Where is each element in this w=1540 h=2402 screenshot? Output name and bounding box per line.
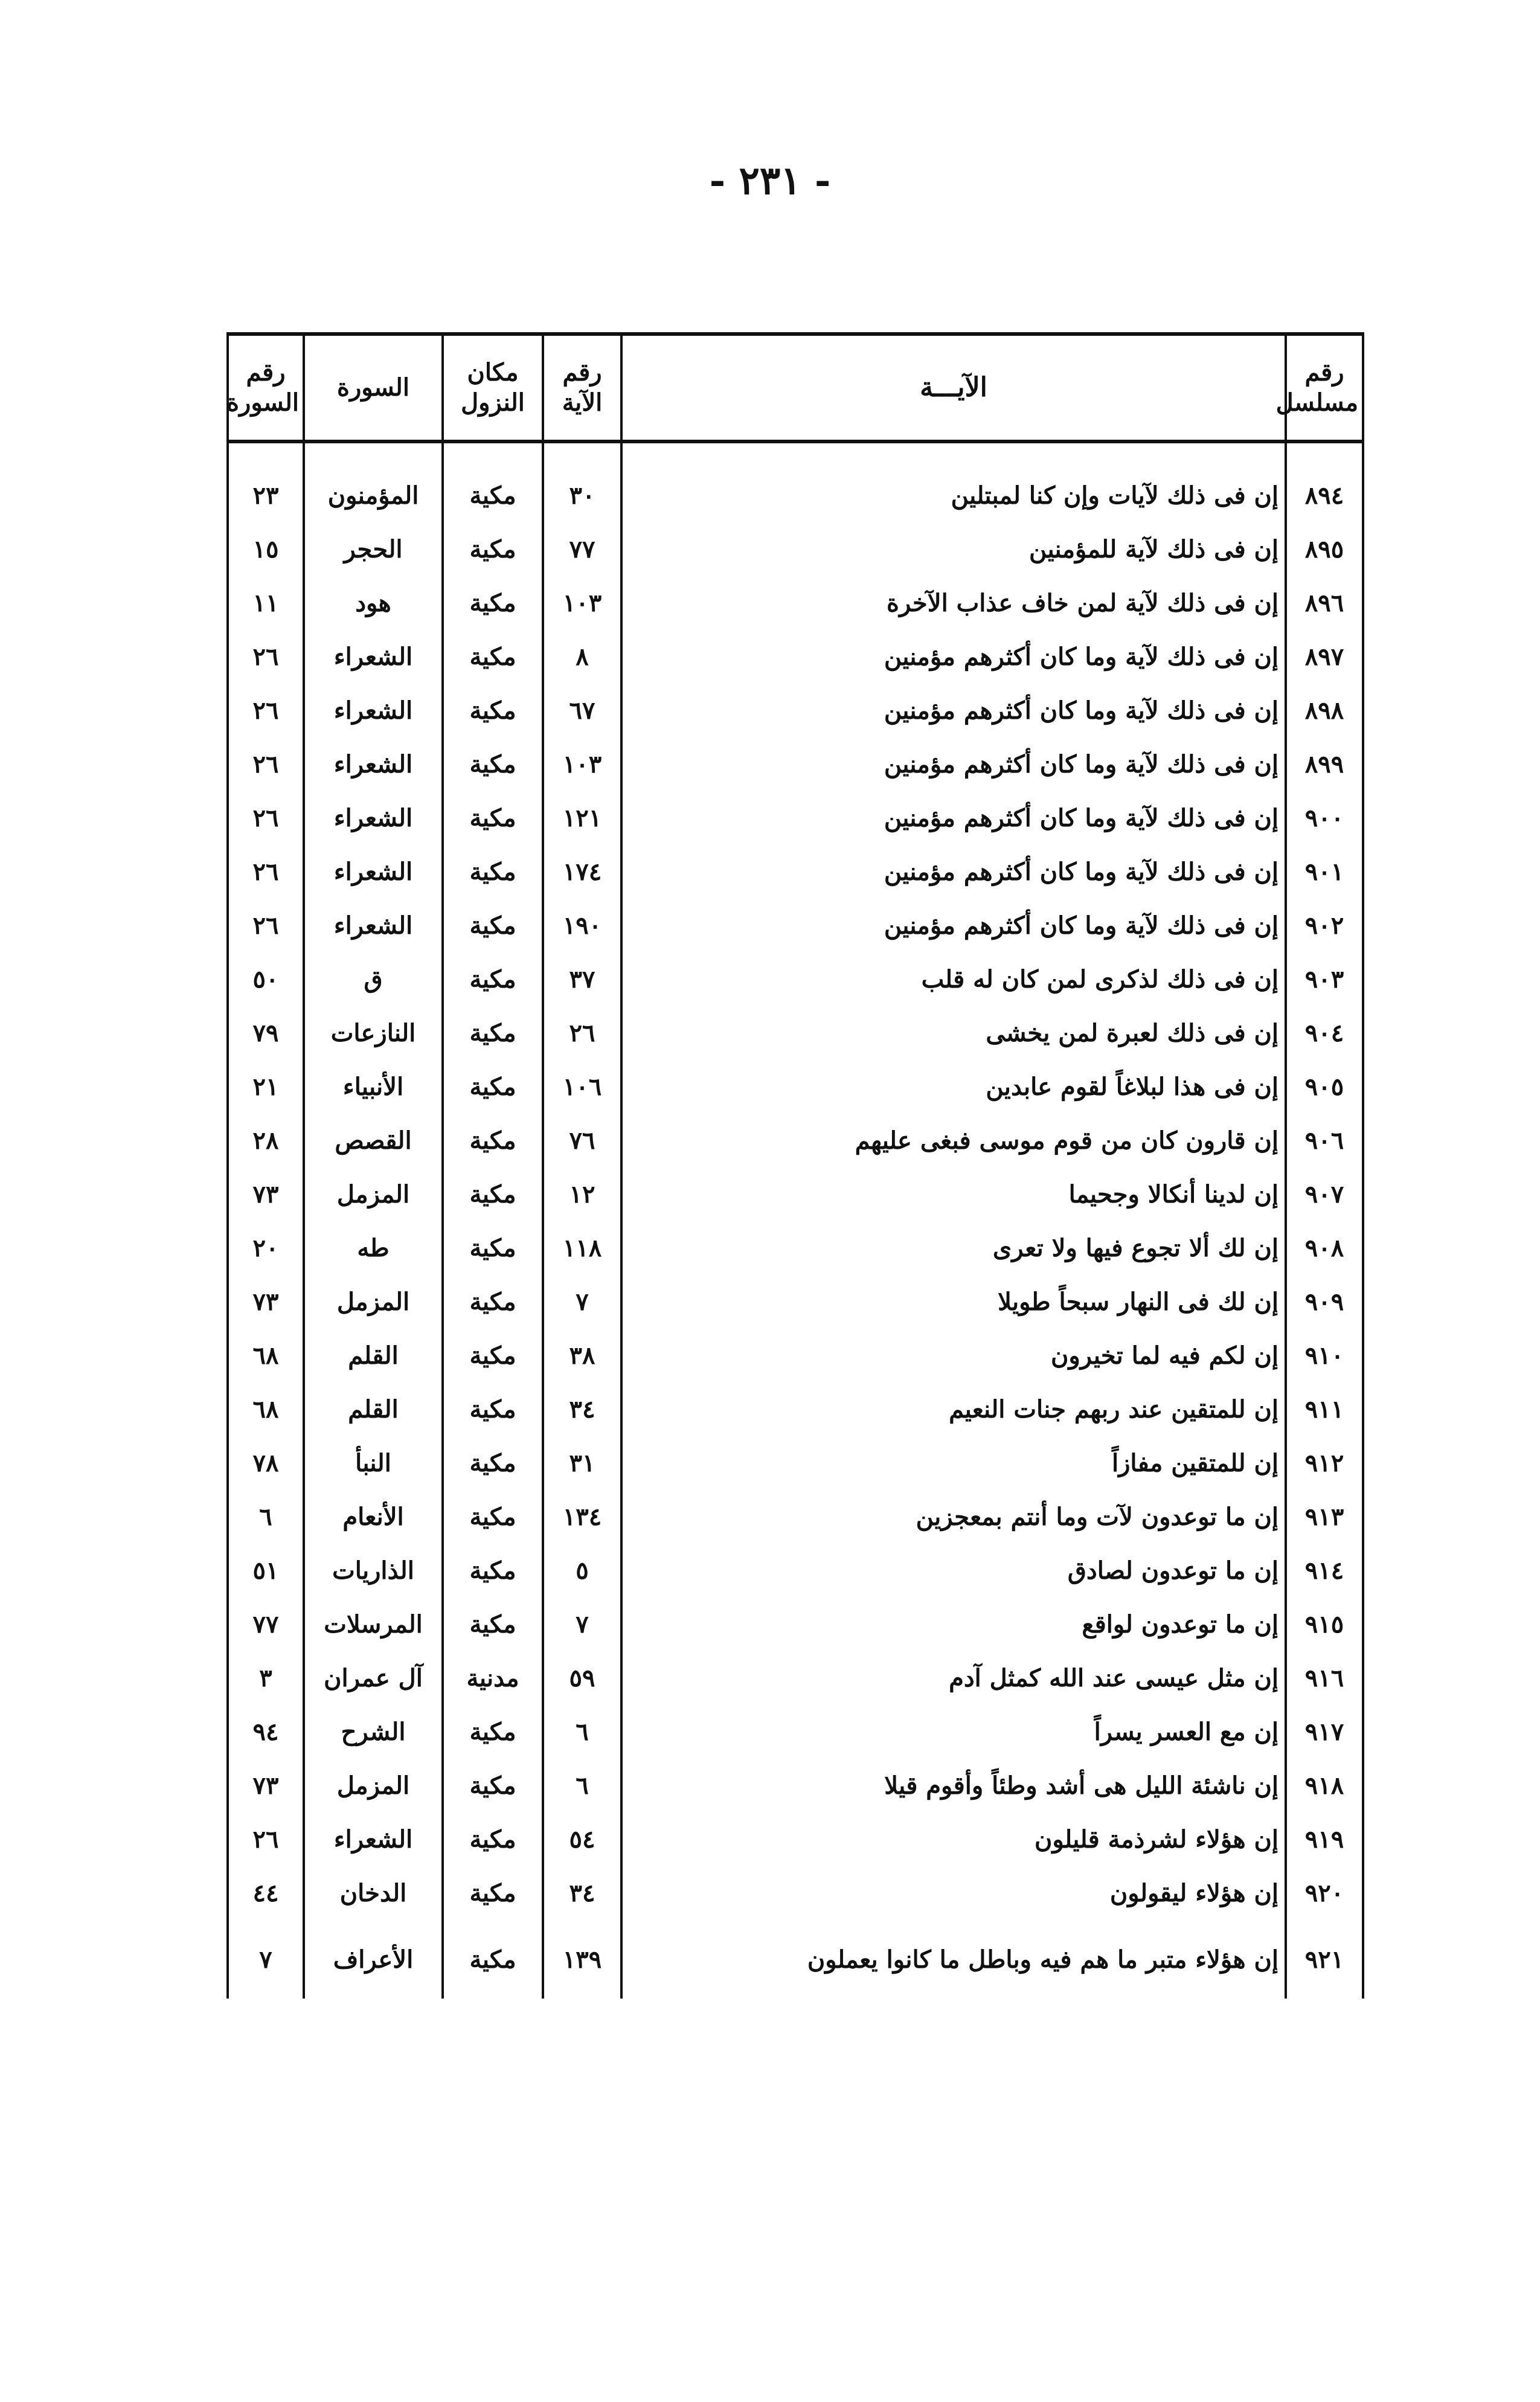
surah-name-cell: القصص: [304, 1114, 443, 1167]
surah-number-cell: ٢٣: [228, 469, 304, 522]
spacer-row: [228, 442, 1363, 469]
surah-number-cell: ٢١: [228, 1060, 304, 1114]
revelation-place-cell: مكية: [443, 1490, 543, 1544]
ayah-number-cell: ٨: [543, 630, 621, 684]
verse-cell: إن لدينا أنكالا وجحيما: [621, 1167, 1286, 1221]
serial-cell: ٩١٢: [1286, 1436, 1363, 1490]
revelation-place-cell: مكية: [443, 1866, 543, 1920]
revelation-place-cell: مكية: [443, 630, 543, 684]
serial-cell: ٩٢٠: [1286, 1866, 1363, 1920]
header-serial: رقم مسلسل: [1286, 334, 1363, 442]
surah-number-cell: ٢٨: [228, 1114, 304, 1167]
verse-cell: إن فى ذلك لآية وما كان أكثرهم مؤمنين: [621, 684, 1286, 737]
verse-cell: إن فى ذلك لعبرة لمن يخشى: [621, 1006, 1286, 1060]
table-row: [228, 1221, 1363, 1275]
revelation-place-cell: مكية: [443, 1544, 543, 1598]
table-row: [228, 1544, 1363, 1598]
table-row: [228, 1060, 1363, 1114]
spacer-cell: [543, 442, 621, 469]
revelation-place-cell: مكية: [443, 1221, 543, 1275]
surah-name-cell: الدخان: [304, 1866, 443, 1920]
surah-name-cell: المؤمنون: [304, 469, 443, 522]
surah-number-cell: ٧٣: [228, 1275, 304, 1329]
verse-cell: إن هؤلاء متبر ما هم فيه وباطل ما كانوا يعملون: [621, 1920, 1286, 1999]
serial-cell: ٨٩٦: [1286, 576, 1363, 630]
ayah-number-cell: ٢٦: [543, 1006, 621, 1060]
surah-number-cell: ٤٤: [228, 1866, 304, 1920]
verse-cell: إن ما توعدون لصادق: [621, 1544, 1286, 1598]
verse-cell: إن مع العسر يسراً: [621, 1705, 1286, 1759]
surah-name-cell: الشعراء: [304, 1813, 443, 1866]
serial-cell: ٨٩٩: [1286, 737, 1363, 791]
table-row: [228, 1167, 1363, 1221]
surah-number-cell: ٢٦: [228, 630, 304, 684]
ayah-number-cell: ٣٨: [543, 1329, 621, 1382]
serial-cell: ٩٠٧: [1286, 1167, 1363, 1221]
surah-name-cell: المزمل: [304, 1275, 443, 1329]
ayah-number-cell: ٦: [543, 1759, 621, 1813]
revelation-place-cell: مكية: [443, 1167, 543, 1221]
ayah-number-cell: ١٠٦: [543, 1060, 621, 1114]
verse-cell: إن فى ذلك لآية وما كان أكثرهم مؤمنين: [621, 630, 1286, 684]
verse-cell: إن ما توعدون لآت وما أنتم بمعجزين: [621, 1490, 1286, 1544]
surah-number-cell: ٧٣: [228, 1759, 304, 1813]
spacer-cell: [304, 442, 443, 469]
verse-cell: إن فى ذلك لذكرى لمن كان له قلب: [621, 952, 1286, 1006]
table-row: [228, 1920, 1363, 1999]
serial-cell: ٩٠٠: [1286, 791, 1363, 845]
table-row: [228, 1759, 1363, 1813]
spacer-cell: [621, 442, 1286, 469]
serial-cell: ٨٩٧: [1286, 630, 1363, 684]
serial-cell: ٩١٣: [1286, 1490, 1363, 1544]
table-row: [228, 576, 1363, 630]
serial-cell: ٩١٩: [1286, 1813, 1363, 1866]
table-row: [228, 684, 1363, 737]
spacer-cell: [228, 442, 304, 469]
page-number: - ٢٣١ -: [709, 158, 831, 204]
surah-name-cell: المرسلات: [304, 1598, 443, 1651]
table-row: [228, 899, 1363, 952]
ayah-number-cell: ١٣٩: [543, 1920, 621, 1999]
verse-cell: إن ما توعدون لواقع: [621, 1598, 1286, 1651]
verse-index-table: [226, 332, 1364, 1999]
serial-cell: ٩١٦: [1286, 1651, 1363, 1705]
revelation-place-cell: مكية: [443, 684, 543, 737]
verse-cell: إن للمتقين مفازاً: [621, 1436, 1286, 1490]
surah-name-cell: ق: [304, 952, 443, 1006]
serial-cell: ٨٩٥: [1286, 522, 1363, 576]
surah-number-cell: ٢٠: [228, 1221, 304, 1275]
verse-cell: إن ناشئة الليل هى أشد وطئاً وأقوم قيلا: [621, 1759, 1286, 1813]
surah-name-cell: الأنبياء: [304, 1060, 443, 1114]
serial-cell: ٩٠٥: [1286, 1060, 1363, 1114]
table-row: [228, 1598, 1363, 1651]
surah-number-cell: ٥٠: [228, 952, 304, 1006]
surah-number-cell: ٢٦: [228, 1813, 304, 1866]
surah-name-cell: المزمل: [304, 1167, 443, 1221]
surah-number-cell: ٧٧: [228, 1598, 304, 1651]
revelation-place-cell: مكية: [443, 1382, 543, 1436]
revelation-place-cell: مكية: [443, 1114, 543, 1167]
serial-cell: ٩٢١: [1286, 1920, 1363, 1999]
surah-number-cell: ٣: [228, 1651, 304, 1705]
surah-name-cell: الأعراف: [304, 1920, 443, 1999]
verse-cell: إن فى ذلك لآية وما كان أكثرهم مؤمنين: [621, 737, 1286, 791]
serial-cell: ٩١٨: [1286, 1759, 1363, 1813]
surah-name-cell: الشعراء: [304, 899, 443, 952]
surah-number-cell: ٩٤: [228, 1705, 304, 1759]
surah-name-cell: المزمل: [304, 1759, 443, 1813]
serial-cell: ٨٩٤: [1286, 469, 1363, 522]
table-row: [228, 845, 1363, 899]
revelation-place-cell: مكية: [443, 952, 543, 1006]
surah-number-cell: ٢٦: [228, 791, 304, 845]
table-row: [228, 1275, 1363, 1329]
table-row: [228, 1006, 1363, 1060]
revelation-place-cell: مكية: [443, 1598, 543, 1651]
verse-cell: إن هؤلاء لشرذمة قليلون: [621, 1813, 1286, 1866]
table-row: [228, 952, 1363, 1006]
revelation-place-cell: مكية: [443, 899, 543, 952]
ayah-number-cell: ٣١: [543, 1436, 621, 1490]
serial-cell: ٩١١: [1286, 1382, 1363, 1436]
spacer-cell: [1286, 442, 1363, 469]
table-row: [228, 1436, 1363, 1490]
table-row: [228, 1114, 1363, 1167]
revelation-place-cell: مكية: [443, 1275, 543, 1329]
table-row: [228, 1490, 1363, 1544]
ayah-number-cell: ٣٤: [543, 1382, 621, 1436]
ayah-number-cell: ٣٠: [543, 469, 621, 522]
surah-number-cell: ٦: [228, 1490, 304, 1544]
verse-cell: إن فى ذلك لآية وما كان أكثرهم مؤمنين: [621, 899, 1286, 952]
verse-cell: إن لكم فيه لما تخيرون: [621, 1329, 1286, 1382]
header-row: [228, 334, 1363, 442]
header-verse: الآيـــة: [621, 334, 1286, 442]
surah-name-cell: القلم: [304, 1382, 443, 1436]
revelation-place-cell: مكية: [443, 1436, 543, 1490]
header-ayah-number: رقم الآية: [543, 334, 621, 442]
ayah-number-cell: ٥٤: [543, 1813, 621, 1866]
verse-cell: إن فى ذلك لآية وما كان أكثرهم مؤمنين: [621, 791, 1286, 845]
revelation-place-cell: مكية: [443, 1060, 543, 1114]
ayah-number-cell: ١٠٣: [543, 576, 621, 630]
ayah-number-cell: ٥: [543, 1544, 621, 1598]
revelation-place-cell: مكية: [443, 576, 543, 630]
table-row: [228, 1382, 1363, 1436]
serial-cell: ٩٠٤: [1286, 1006, 1363, 1060]
ayah-number-cell: ٦: [543, 1705, 621, 1759]
table-row: [228, 630, 1363, 684]
ayah-number-cell: ١٠٣: [543, 737, 621, 791]
serial-cell: ٩٠٩: [1286, 1275, 1363, 1329]
ayah-number-cell: ١٣٤: [543, 1490, 621, 1544]
serial-cell: ٩٠١: [1286, 845, 1363, 899]
revelation-place-cell: مكية: [443, 1920, 543, 1999]
revelation-place-cell: مكية: [443, 845, 543, 899]
serial-cell: ٩١٧: [1286, 1705, 1363, 1759]
ayah-number-cell: ١٢: [543, 1167, 621, 1221]
surah-number-cell: ٧٨: [228, 1436, 304, 1490]
ayah-number-cell: ١٢١: [543, 791, 621, 845]
revelation-place-cell: مكية: [443, 1006, 543, 1060]
verse-cell: إن فى ذلك لآية وما كان أكثرهم مؤمنين: [621, 845, 1286, 899]
surah-number-cell: ٧٣: [228, 1167, 304, 1221]
surah-name-cell: آل عمران: [304, 1651, 443, 1705]
table-row: [228, 791, 1363, 845]
serial-cell: ٩٠٢: [1286, 899, 1363, 952]
revelation-place-cell: مكية: [443, 1329, 543, 1382]
table-row: [228, 1813, 1363, 1866]
surah-name-cell: الشعراء: [304, 845, 443, 899]
ayah-number-cell: ١١٨: [543, 1221, 621, 1275]
revelation-place-cell: مكية: [443, 522, 543, 576]
revelation-place-cell: مكية: [443, 1705, 543, 1759]
revelation-place-cell: مكية: [443, 469, 543, 522]
surah-name-cell: الشعراء: [304, 684, 443, 737]
surah-number-cell: ٢٦: [228, 899, 304, 952]
revelation-place-cell: مكية: [443, 1813, 543, 1866]
header-surah-number: رقم السورة: [228, 334, 304, 442]
spacer-cell: [443, 442, 543, 469]
surah-name-cell: الشعراء: [304, 737, 443, 791]
table-row: [228, 1329, 1363, 1382]
surah-number-cell: ١٥: [228, 522, 304, 576]
serial-cell: ٨٩٨: [1286, 684, 1363, 737]
table-row: [228, 1866, 1363, 1920]
surah-name-cell: النازعات: [304, 1006, 443, 1060]
surah-name-cell: طه: [304, 1221, 443, 1275]
surah-number-cell: ٢٦: [228, 737, 304, 791]
ayah-number-cell: ٣٧: [543, 952, 621, 1006]
serial-cell: ٩٠٣: [1286, 952, 1363, 1006]
ayah-number-cell: ٥٩: [543, 1651, 621, 1705]
surah-number-cell: ٥١: [228, 1544, 304, 1598]
verse-cell: إن فى ذلك لآية لمن خاف عذاب الآخرة: [621, 576, 1286, 630]
ayah-number-cell: ١٧٤: [543, 845, 621, 899]
verse-cell: إن قارون كان من قوم موسى فبغى عليهم: [621, 1114, 1286, 1167]
surah-number-cell: ٢٦: [228, 845, 304, 899]
ayah-number-cell: ٧٦: [543, 1114, 621, 1167]
serial-cell: ٩٠٨: [1286, 1221, 1363, 1275]
table-row: [228, 522, 1363, 576]
surah-name-cell: الأنعام: [304, 1490, 443, 1544]
verse-cell: إن للمتقين عند ربهم جنات النعيم: [621, 1382, 1286, 1436]
table-row: [228, 1651, 1363, 1705]
serial-cell: ٩١٠: [1286, 1329, 1363, 1382]
table-row: [228, 469, 1363, 522]
verse-cell: إن فى ذلك لآية للمؤمنين: [621, 522, 1286, 576]
surah-name-cell: الحجر: [304, 522, 443, 576]
surah-number-cell: ٧٩: [228, 1006, 304, 1060]
verse-cell: إن لك فى النهار سبحاً طويلا: [621, 1275, 1286, 1329]
verse-cell: إن مثل عيسى عند الله كمثل آدم: [621, 1651, 1286, 1705]
surah-name-cell: النبأ: [304, 1436, 443, 1490]
header-surah: السورة: [304, 334, 443, 442]
surah-number-cell: ١١: [228, 576, 304, 630]
verse-cell: إن فى ذلك لآيات وإن كنا لمبتلين: [621, 469, 1286, 522]
ayah-number-cell: ٧٧: [543, 522, 621, 576]
ayah-number-cell: ٧: [543, 1598, 621, 1651]
surah-name-cell: الذاريات: [304, 1544, 443, 1598]
revelation-place-cell: مكية: [443, 1759, 543, 1813]
header-revelation-place: مكان النزول: [443, 334, 543, 442]
surah-number-cell: ٦٨: [228, 1382, 304, 1436]
revelation-place-cell: مدنية: [443, 1651, 543, 1705]
ayah-number-cell: ٧: [543, 1275, 621, 1329]
revelation-place-cell: مكية: [443, 791, 543, 845]
surah-number-cell: ٢٦: [228, 684, 304, 737]
surah-name-cell: القلم: [304, 1329, 443, 1382]
table-body: [228, 442, 1363, 1999]
table-row: [228, 737, 1363, 791]
serial-cell: ٩١٤: [1286, 1544, 1363, 1598]
ayah-number-cell: ١٩٠: [543, 899, 621, 952]
verse-cell: إن فى هذا لبلاغاً لقوم عابدين: [621, 1060, 1286, 1114]
verse-cell: إن هؤلاء ليقولون: [621, 1866, 1286, 1920]
surah-name-cell: الشعراء: [304, 630, 443, 684]
ayah-number-cell: ٣٤: [543, 1866, 621, 1920]
verse-cell: إن لك ألا تجوع فيها ولا تعرى: [621, 1221, 1286, 1275]
surah-number-cell: ٦٨: [228, 1329, 304, 1382]
serial-cell: ٩١٥: [1286, 1598, 1363, 1651]
surah-name-cell: الشرح: [304, 1705, 443, 1759]
surah-number-cell: ٧: [228, 1920, 304, 1999]
surah-name-cell: هود: [304, 576, 443, 630]
ayah-number-cell: ٦٧: [543, 684, 621, 737]
serial-cell: ٩٠٦: [1286, 1114, 1363, 1167]
table-row: [228, 1705, 1363, 1759]
surah-name-cell: الشعراء: [304, 791, 443, 845]
revelation-place-cell: مكية: [443, 737, 543, 791]
